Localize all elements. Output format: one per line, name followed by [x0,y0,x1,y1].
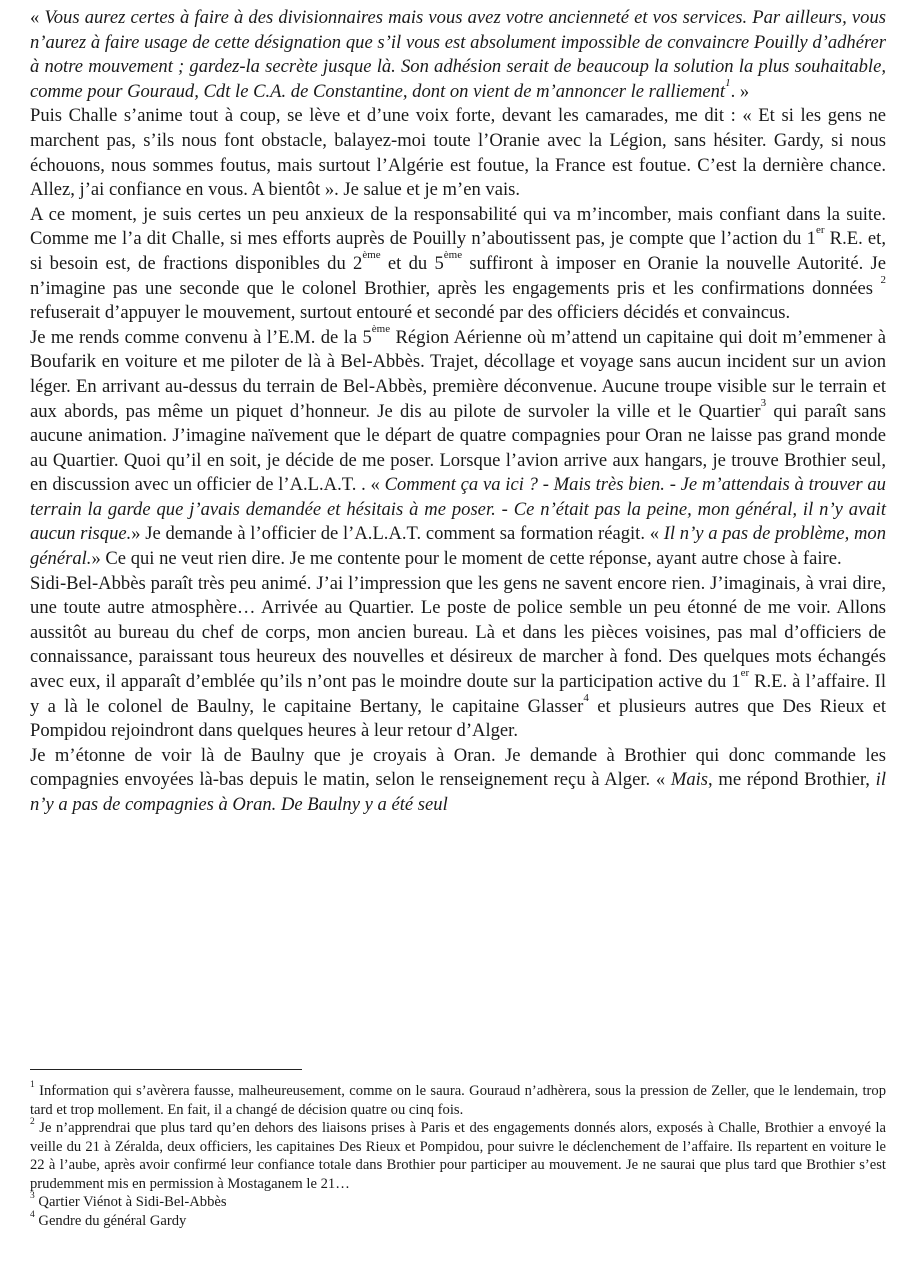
footnote-separator [30,1069,302,1070]
footnote-text: Je n’apprendrai que plus tard qu’en dehors des liaisons prises à Paris et des engagements donnés alors, exposés à Challe, Brothier a envoyé la veille du 21 à Zéralda, deux officiers, les capitaines Des Rieux et Pompidou, pour suivre le déclenchement de l’affaire. Ils repartent en voiture le 22 à l’aube, après avoir confirmé leur confiance totale dans Brothier pour participer au mouvement. Je ne saurai que plus tard que Brothier s’est prudemment mis en permission à Mostaganem le 21… [30,1120,886,1192]
footnote-text: Gendre du général Gardy [34,1212,187,1229]
footnote-3 [30,1193,886,1212]
footnote-ref-3[interactable]: 3 [760,396,767,409]
text-run: Sidi-Bel-Abbès paraît très peu animé. J’ai l’impression que les gens ne savent encore rien. J’imaginais, à vrai dire, une toute autre atmosphère… Arrivée au Quartier. Le poste de police semble un peu étonné de me voir. Allons aussitôt au bureau du chef de corps, mon ancien bureau. Là et dans les pièces voisines, pas mal d’officiers de connaissance, paraissant tous heureux des nouvelles et désireux de marcher à fond. Des quelques mots échangés avec eux, il apparaît d’emblée qu’ils n’ont pas le moindre doute sur la participation active du 1 [30,572,886,693]
superscript: ème [443,248,463,261]
text-run: Je me rends comme convenu à l’E.M. de la 5 [30,326,372,348]
footnote-ref-1[interactable]: 1 [725,76,731,89]
text-run: . » [730,80,750,102]
paragraph-baulny [30,744,886,818]
footnote-1 [30,1082,886,1119]
italic-text-run: Mais [670,769,709,791]
paragraph-flight-bel-abbes [30,322,886,572]
italic-text-run: Il n’y a pas de problème, mon général. [30,523,886,570]
paragraph-quote-challe [30,6,886,104]
italic-text-run: il n’y a pas de compagnies à Oran. De Baulny y a été seul [30,769,886,815]
footnote-ref-2[interactable]: 2 [880,273,886,286]
text-run: et du 5 [380,252,444,274]
text-run: refuserait d’appuyer le mouvement, surtout entouré et secondé par des officiers décidés et convaincus. [30,302,791,324]
footnote-number: 3 [30,1191,35,1201]
paragraph-challe-speech: Puis Challe s’anime tout à coup, se lève et d’une voix forte, devant les camarades, me dit : « Et si les gens ne marchent pas, s’ils nous font obstacle, balayez-moi toute l’Oranie avec la Légion, sans hésiter. Gardy, si nous échouons, nous sommes foutus, mais surtout l’Algérie est foutue, la France est foutue. C’est la dernière chance. Allez, j’ai confiance en vous. A bientôt ». Je salue et je m’en vais. [30,105,886,201]
paragraph-responsibility [30,203,886,326]
footnote-number: 4 [30,1209,35,1220]
superscript: er [740,667,750,680]
text-run: A ce moment, je suis certes un peu anxieux de la responsabilité qui va m’incomber, mais confiant dans la suite. Comme me l’a dit Challe, si mes efforts auprès de Pouilly n’aboutissent pas, je compte que l’action du 1 [30,203,886,250]
footnote-number: 2 [30,1117,35,1127]
superscript: er [815,224,825,237]
superscript: ème [362,248,381,261]
text-run: suffiront à imposer en Oranie la nouvelle Autorité. Je n’imagine pas une seconde que le colonel Brothier, après les engagements pris et les confirmations données [30,252,886,299]
italic-text-run: Comment ça va ici ? - Mais très bien. - Je m’attendais à trouver au terrain la garde que j’avais demandée et hésitais à me poser. - Ce n’était pas la peine, mon général, il n’y avait aucun risque. [30,474,886,545]
italic-text-run: Vous aurez certes à faire à des divisionnaires mais vous avez votre ancienneté et vos services. Par ailleurs, vous n’aurez à faire usage de cette désignation que s’il vous est absolument impossible de convaincre Pouilly d’adhérer à notre mouvement ; gardez-la secrète jusque là. Son adhésion serait de beaucoup la solution la plus souhaitable, comme pour Gouraud, Cdt le C.A. de Constantine, dont on vient de m’annoncer le ralliement [30,7,886,102]
footnote-text: Information qui s’avèrera fausse, malheureusement, comme on le saura. Gouraud n’adhèrera, sous la pression de Zeller, que le lendemain, trop tard et trop mollement. En fait, il a changé de décision quatre ou cinq fois. [30,1083,886,1118]
footnote-ref-4[interactable]: 4 [583,691,589,704]
text-run: R.E. à l’affaire. Il y a là le colonel de Baulny, le capitaine Bertany, le capitaine Glasser [30,671,886,717]
footnote-number: 1 [30,1080,35,1090]
footnotes [30,1082,886,1230]
text-run: Région Aérienne où m’attend un capitaine qui doit m’emmener à Boufarik en voiture et me piloter de là à Bel-Abbès. Trajet, décollage et voyage sans aucun incident sur un avion léger. En arrivant au-dessus du terrain de Bel-Abbès, première déconvenue. Aucune troupe visible sur le terrain et aux abords, pas même un piquet d’honneur. Je dis au pilote de survoler la ville et le Quartier [30,326,886,422]
text-run: « [30,7,45,28]
text-run: Je m’étonne de voir là de Baulny que je croyais à Oran. Je demande à Brothier qui donc commande les compagnies envoyées là-bas depuis le matin, selon le renseignement reçu à Alger. « [30,744,886,791]
footnote-4 [30,1209,886,1231]
text-run: » Je demande à l’officier de l’A.L.A.T. comment sa formation réagit. « [131,523,664,545]
footnote-2 [30,1119,886,1193]
text-run: » Ce qui ne veut rien dire. Je me contente pour le moment de cette réponse, ayant autre chose à faire. [91,548,842,570]
paragraph-sidi-bel-abbes [30,572,886,744]
text-run: , me répond Brothier, [708,769,876,791]
superscript: ème [371,322,391,335]
text-run: qui paraît sans aucune animation. J’imagine naïvement que le départ de quatre compagnies pour Oran ne laisse pas grand monde au Quartier. Quoi qu’il en soit, je décide de me poser. Lorsque l’avion arrive aux hangars, je trouve Brothier seul, en discussion avec un officier de l’A.L.A.T. . « [30,400,886,496]
text-run: et plusieurs autres que Des Rieux et Pompidou rejoindront dans quelques heures à leur retour d’Alger. [30,695,886,742]
text-run: R.E. et, si besoin est, de fractions disponibles du 2 [30,228,886,274]
footnote-text: Qartier Viénot à Sidi-Bel-Abbès [34,1194,227,1210]
